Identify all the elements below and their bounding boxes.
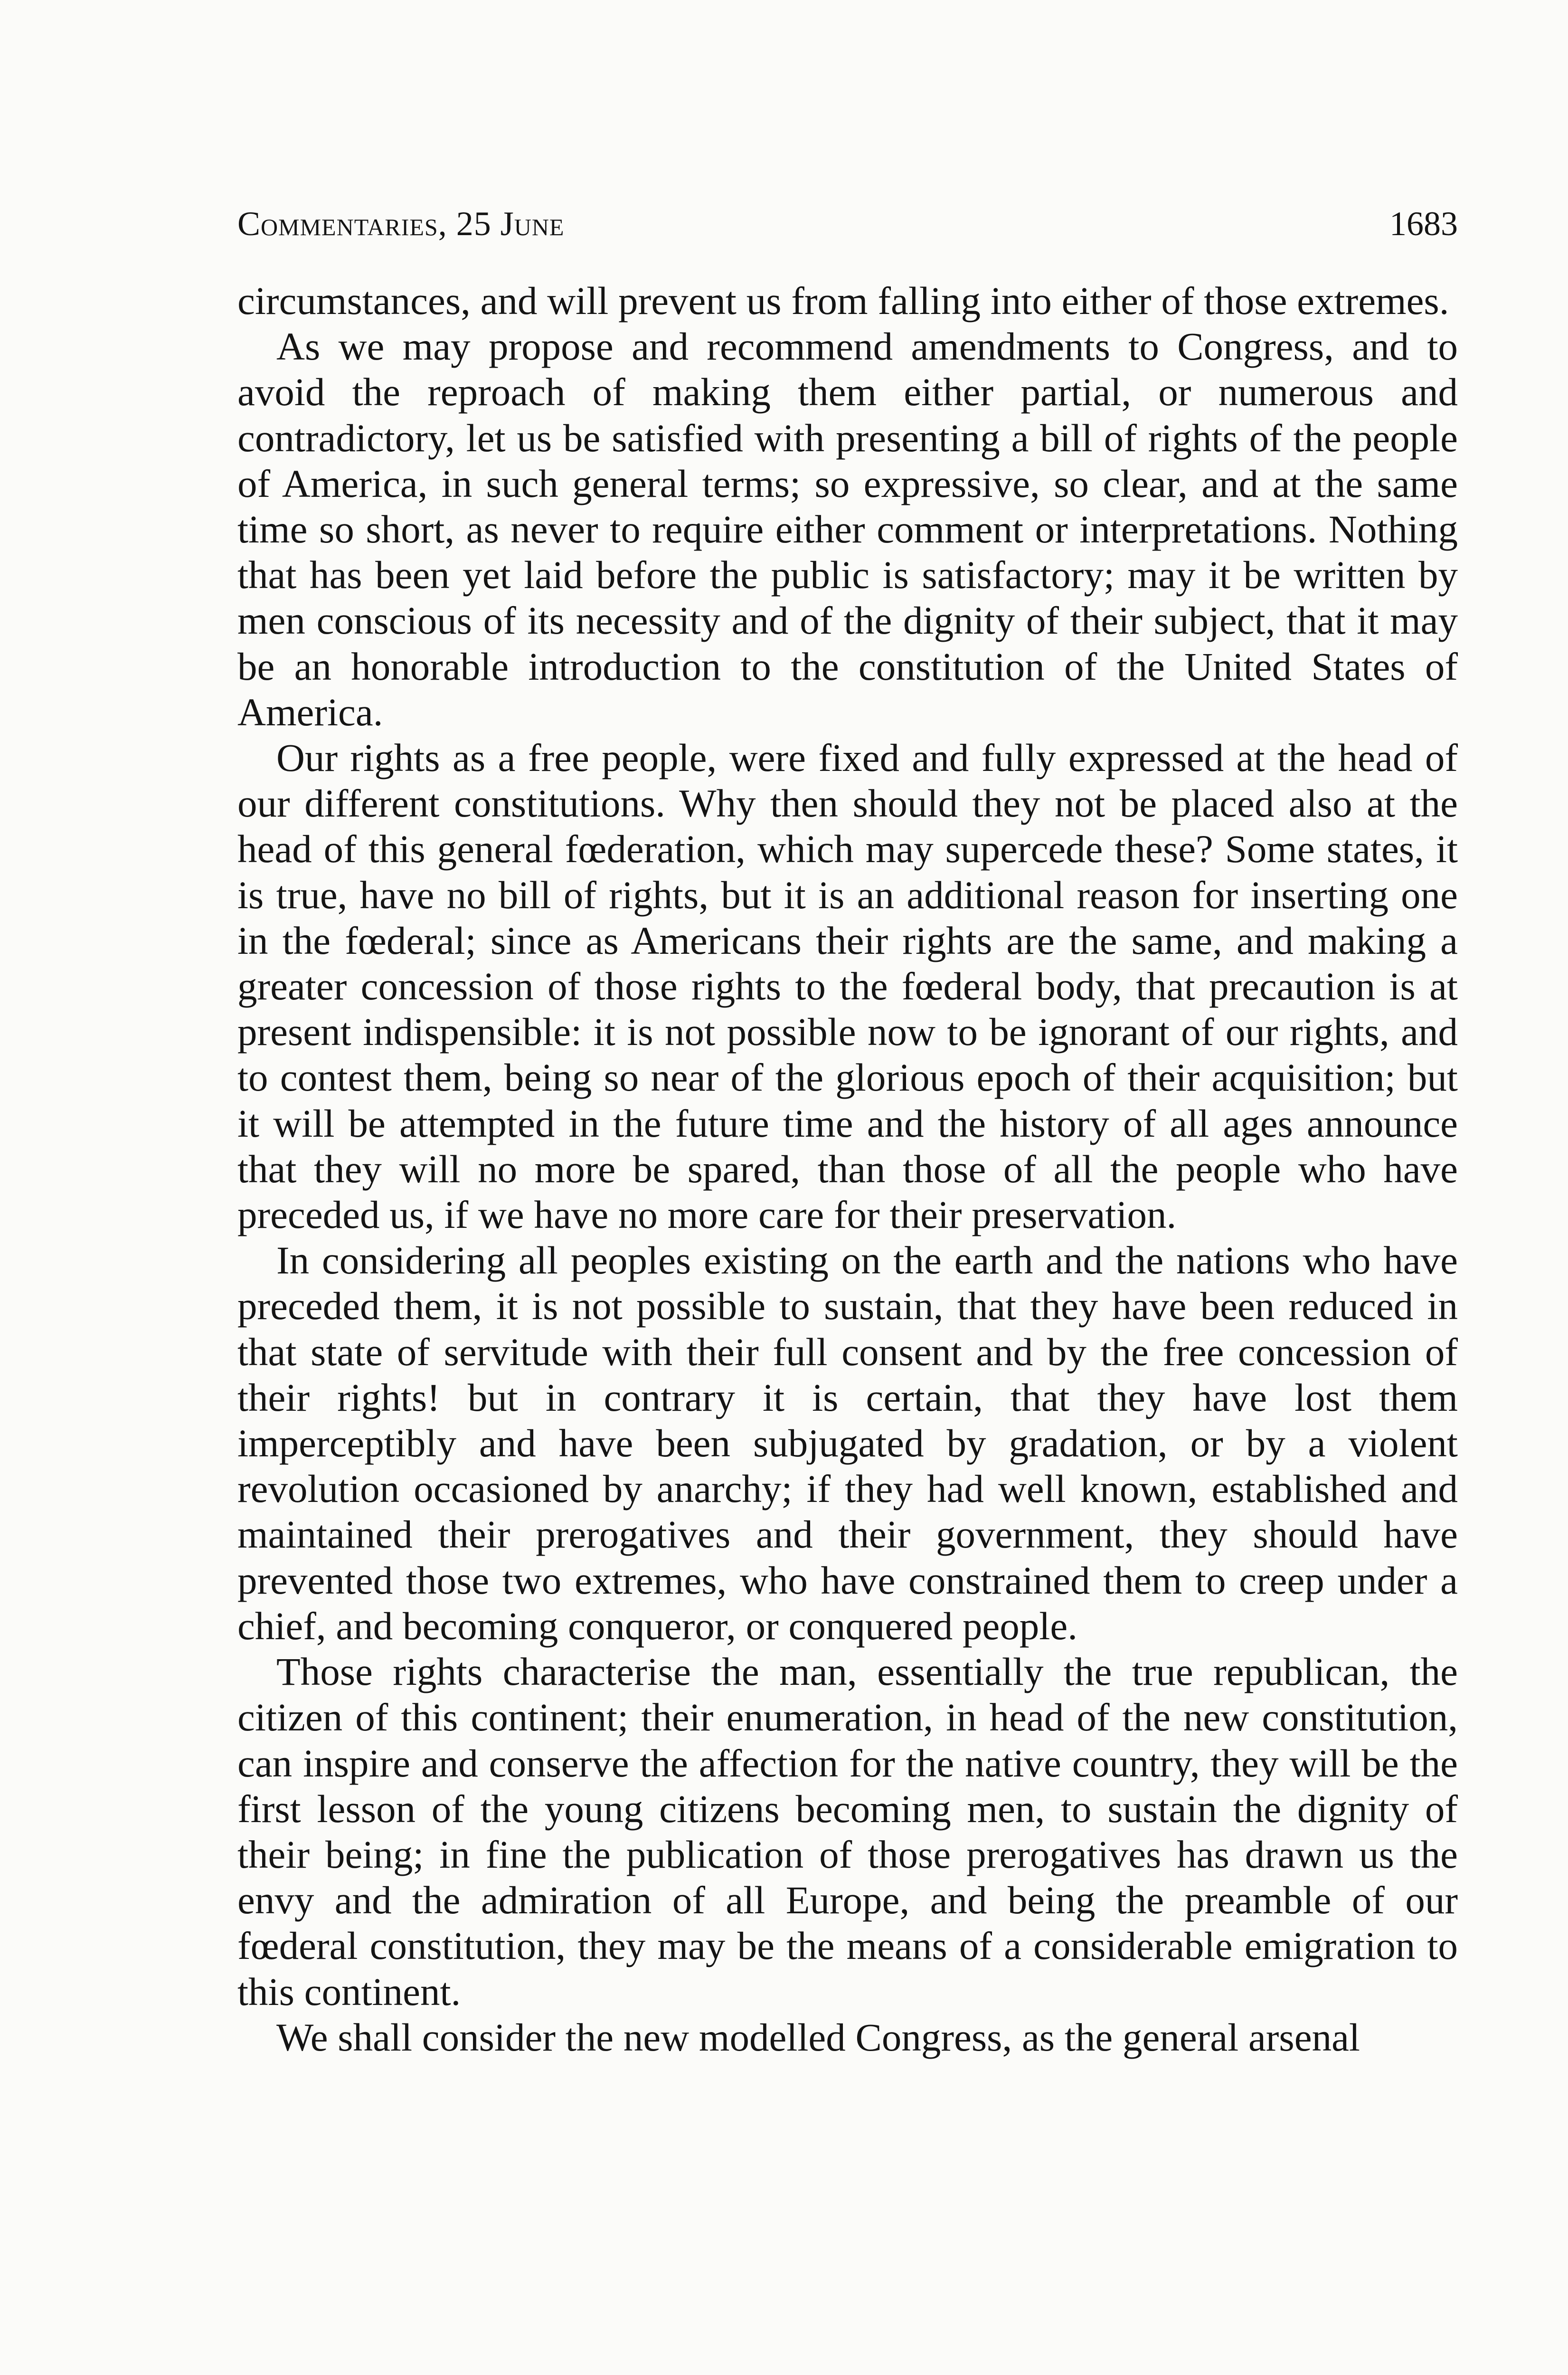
page-number: 1683 <box>1389 205 1458 243</box>
paragraph: Those rights characterise the man, essentially the true republican, the citizen of this continent; their enumeration, in head of the new constitution, can inspire and conserve the affection for the native country, they will be the first lesson of the young citizens becoming men, to sustain the dignity of their being; in fine the publication of those prerogatives has drawn us the envy and the admiration of all Europe, and being the preamble of our fœderal constitution, they may be the means of a considerable emigration to this continent. <box>237 1650 1458 2014</box>
page-content <box>237 204 1458 2060</box>
paragraph: Our rights as a free people, were fixed and fully expressed at the head of our different constitutions. Why then should they not be placed also at the head of this general fœderation, which may supercede these? Some states, it is true, have no bill of rights, but it is an additional reason for inserting one in the fœderal; since as Americans their rights are the same, and making a greater concession of those rights to the fœderal body, that precaution is at present indispensible: it is not possible now to be ignorant of our rights, and to contest them, being so near of the glorious epoch of their acquisition; but it will be attempted in the future time and the history of all ages announce that they will no more be spared, than those of all the people who have preceded us, if we have no more care for their preservation. <box>237 736 1458 1237</box>
running-title: Commentaries, 25 June <box>237 205 565 243</box>
body-text <box>237 278 1458 2060</box>
paragraph: We shall consider the new modelled Congress, as the general arsenal <box>276 2015 1360 2059</box>
paragraph: As we may propose and recommend amendments to Congress, and to avoid the reproach of making them either partial, or numerous and contradictory, let us be satisfied with presenting a bill of rights of the people of America, in such general terms; so expressive, so clear, and at the same time so short, as never to require either comment or interpretations. Nothing that has been yet laid before the public is satisfactory; may it be written by men conscious of its necessity and of the dignity of their subject, that it may be an honorable introduction to the constitution of the United States of America. <box>237 324 1458 734</box>
paragraph-continued: circumstances, and will prevent us from falling into either of those extremes. <box>237 279 1449 323</box>
running-head <box>237 204 1458 252</box>
paragraph: In considering all peoples existing on the earth and the nations who have preceded them, it is not possible to sustain, that they have been reduced in that state of servitude with their full consent and by the free concession of their rights! but in contrary it is certain, that they have lost them imperceptibly and have been subjugated by gradation, or by a violent revolution occasioned by anarchy; if they had well known, established and maintained their prerogatives and their government, they should have prevented those two extremes, who have constrained them to creep under a chief, and becoming conqueror, or conquered people. <box>237 1238 1458 1648</box>
